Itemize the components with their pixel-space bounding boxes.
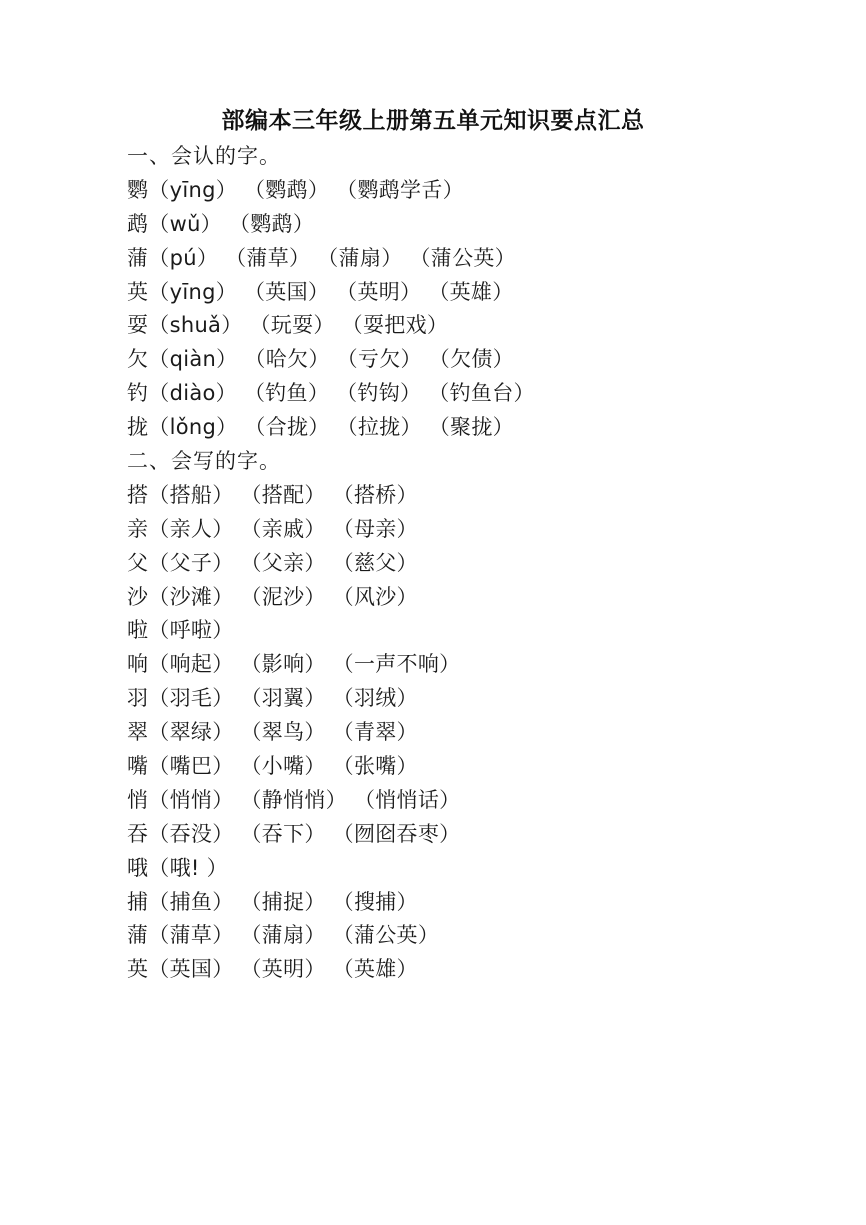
text-line: 啦（呼啦） bbox=[127, 618, 234, 643]
document-page bbox=[0, 103, 866, 1225]
document-content bbox=[127, 140, 826, 987]
text-line: 蒲（pú） （蒲草） （蒲扇） （蒲公英） bbox=[127, 245, 516, 270]
text-line: 吞（吞没） （吞下） （囫囵吞枣） bbox=[127, 821, 461, 846]
text-line: 捕（捕鱼） （捕捉） （搜捕） bbox=[127, 889, 418, 914]
text-line: 鹦（yīng） （鹦鹉） （鹦鹉学舌） bbox=[127, 177, 464, 202]
section-write-characters bbox=[127, 445, 826, 987]
text-line: 悄（悄悄） （静悄悄） （悄悄话） bbox=[127, 787, 461, 812]
text-line: 钓（diào） （钓鱼） （钓钩） （钓鱼台） bbox=[127, 381, 535, 406]
text-line: 耍（shuǎ） （玩耍） （耍把戏） bbox=[127, 313, 449, 338]
text-line: 英（yīng） （英国） （英明） （英雄） bbox=[127, 279, 514, 304]
text-line: 亲（亲人） （亲戚） （母亲） bbox=[127, 516, 418, 541]
text-line: 搭（搭船） （搭配） （搭桥） bbox=[127, 482, 418, 507]
text-line: 沙（沙滩） （泥沙） （风沙） bbox=[127, 584, 418, 609]
text-line: 嘴（嘴巴） （小嘴） （张嘴） bbox=[127, 754, 418, 779]
section-heading: 一、会认的字。 bbox=[127, 144, 281, 168]
text-line: 响（响起） （影响） （一声不响） bbox=[127, 652, 461, 677]
text-line: 英（英国） （英明） （英雄） bbox=[127, 957, 418, 982]
text-line: 哦（哦! ） bbox=[127, 855, 228, 880]
text-line: 翠（翠绿） （翠鸟） （青翠） bbox=[127, 720, 418, 745]
section-recognize-characters bbox=[127, 140, 826, 445]
text-line: 羽（羽毛） （羽翼） （羽绒） bbox=[127, 686, 418, 711]
text-line: 拢（lǒng） （合拢） （拉拢） （聚拢） bbox=[127, 415, 514, 440]
text-line: 蒲（蒲草） （蒲扇） （蒲公英） bbox=[127, 923, 440, 948]
page-title: 部编本三年级上册第五单元知识要点汇总 bbox=[221, 108, 645, 134]
section-heading: 二、会写的字。 bbox=[127, 449, 281, 474]
text-line: 鹉（wǔ） （鹦鹉） bbox=[127, 211, 315, 236]
text-line: 父（父子） （父亲） （慈父） bbox=[127, 550, 418, 575]
text-line: 欠（qiàn） （哈欠） （亏欠） （欠债） bbox=[127, 347, 514, 372]
